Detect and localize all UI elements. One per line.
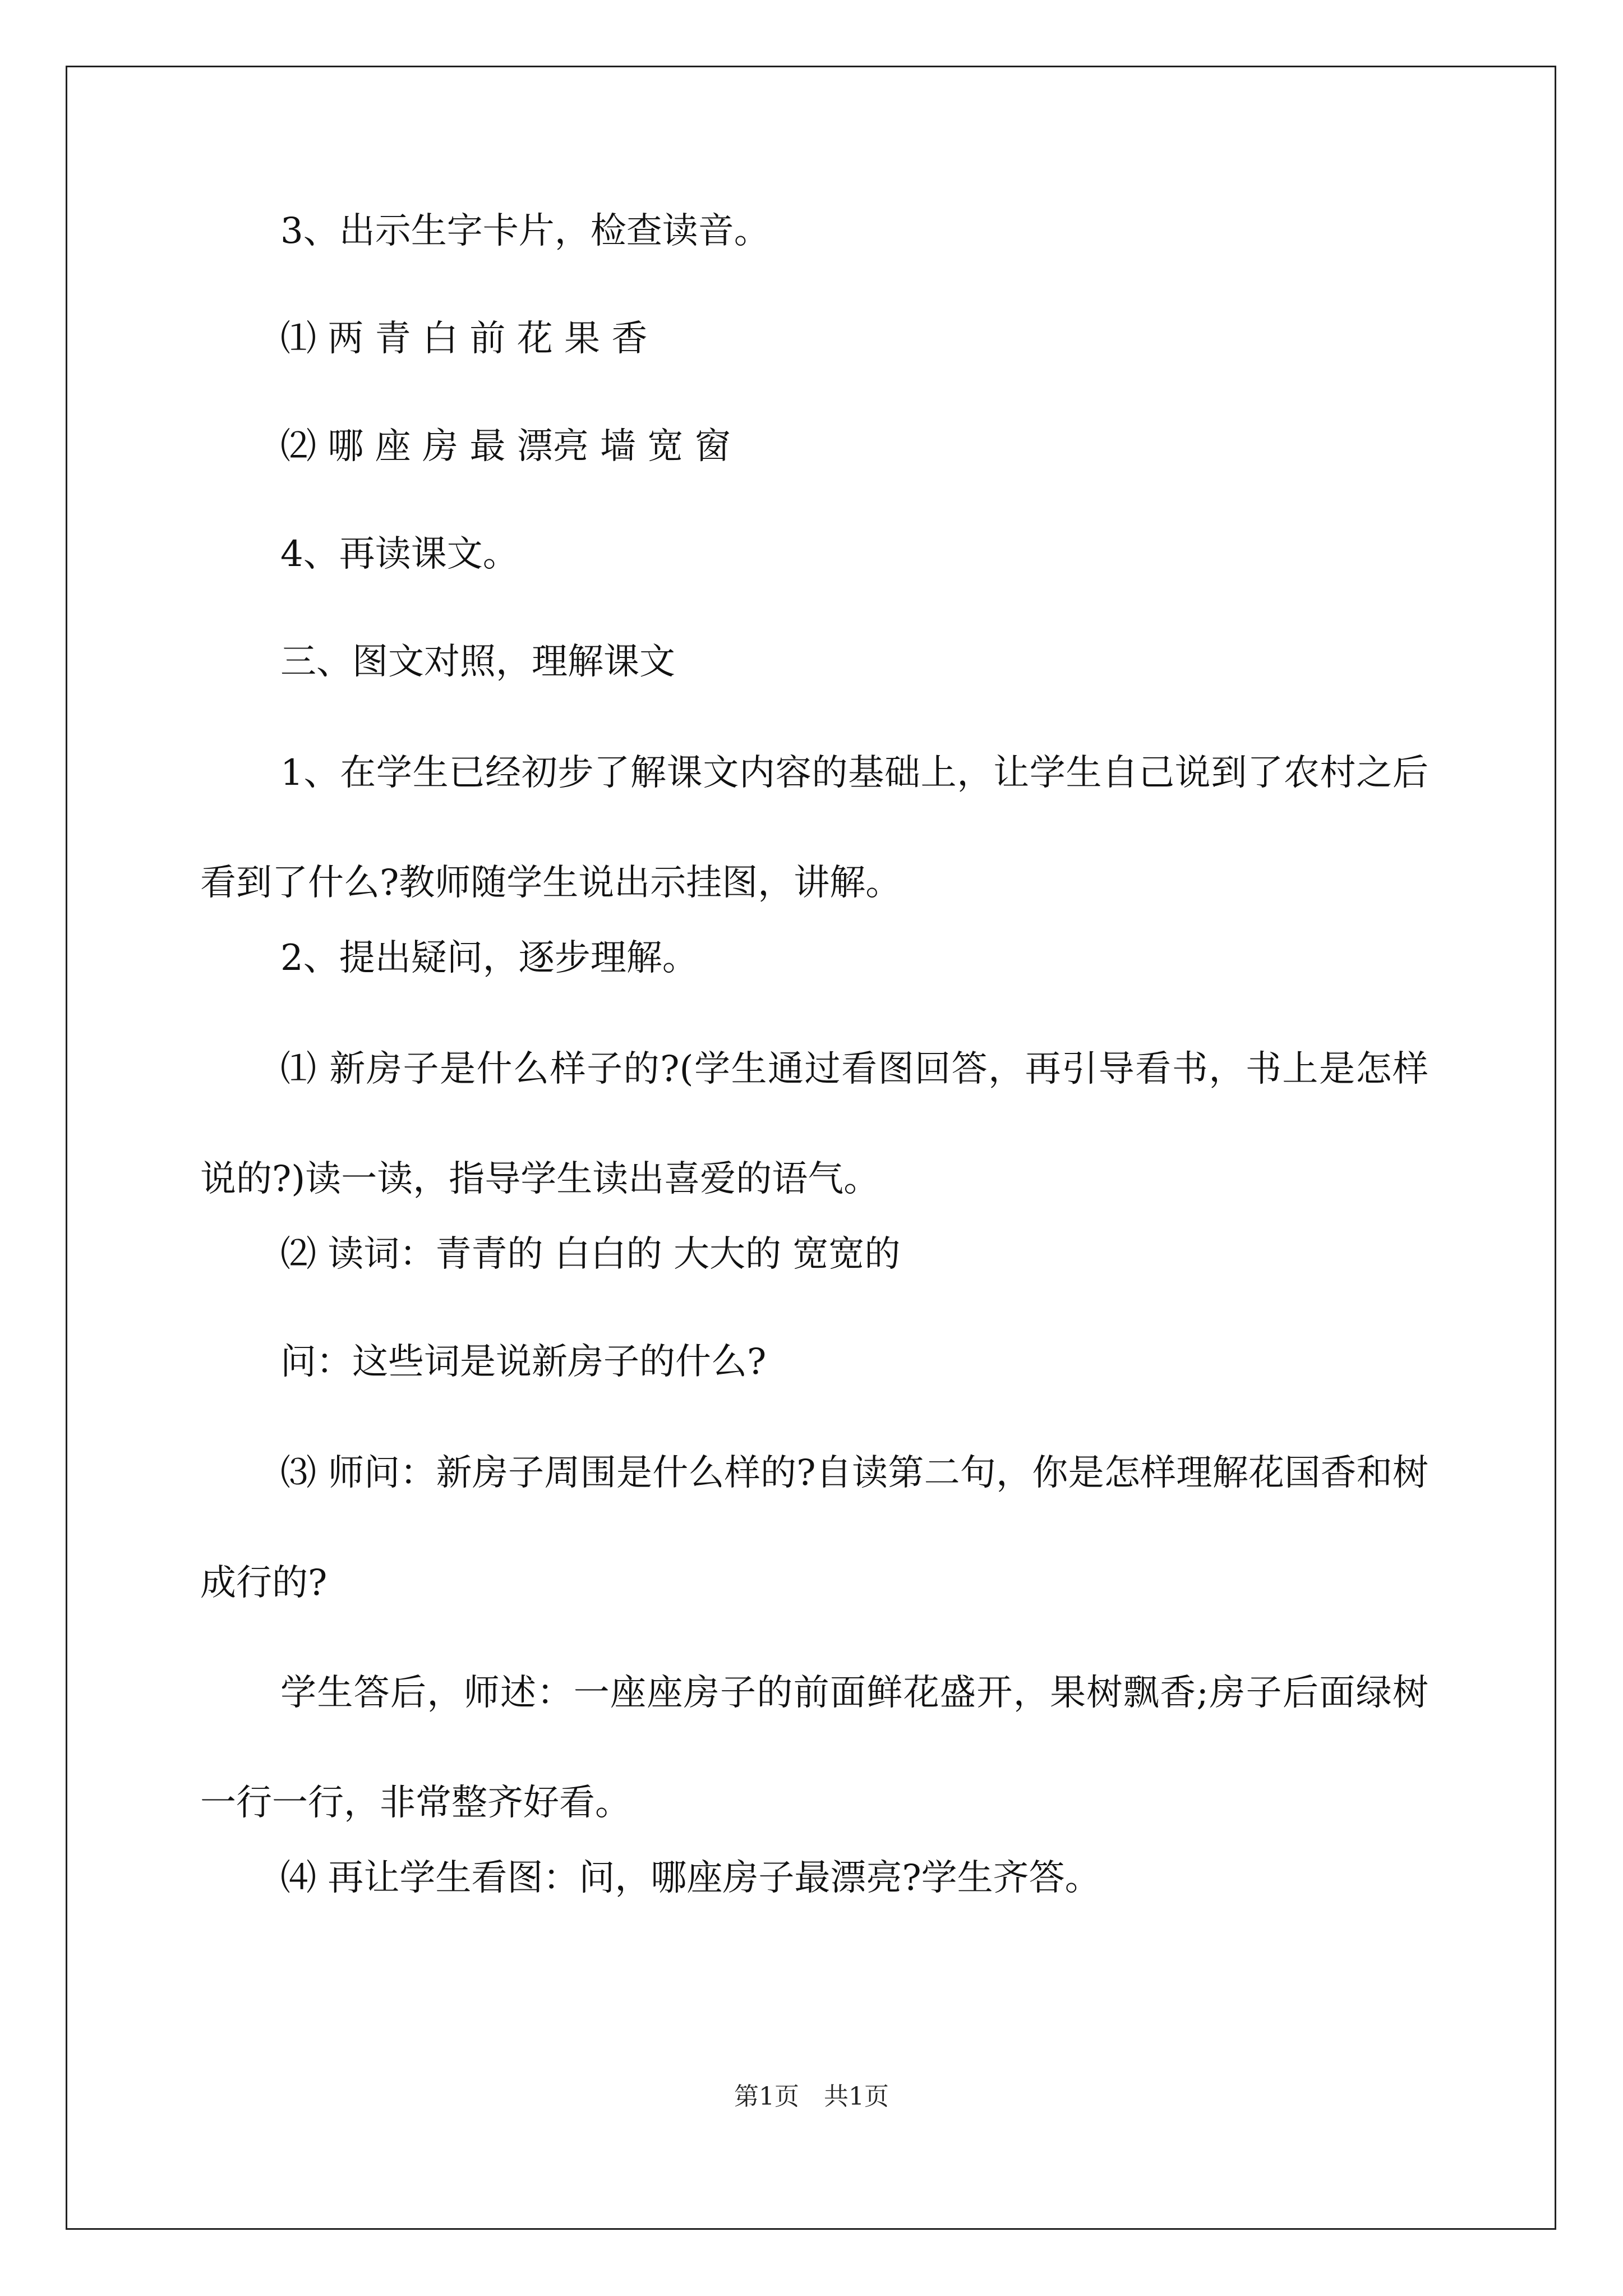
paragraph: ⑵ 哪 座 房 最 漂亮 墙 宽 窗: [280, 426, 731, 467]
document-body: [200, 210, 1428, 1899]
paragraph: ⑷ 再让学生看图：问，哪座房子最漂亮?学生齐答。: [280, 1857, 1101, 1899]
paragraph: 学生答后，师述：一座座房子的前面鲜花盛开，果树飘香;房子后面绿树一行一行，非常整齐好看。: [200, 1672, 1428, 1824]
paragraph: ⑴ 新房子是什么样子的?(学生通过看图回答，再引导看书，书上是怎样说的?)读一读，指导学生读出喜爱的语气。: [200, 1048, 1428, 1200]
paragraph: ⑵ 读词：青青的 白白的 大大的 宽宽的: [280, 1234, 901, 1275]
paragraph: ⑴ 两 青 白 前 花 果 香: [280, 318, 648, 360]
paragraph: 三、图文对照，理解课文: [280, 641, 675, 683]
paragraph: ⑶ 师问：新房子周围是什么样的?自读第二句，你是怎样理解花国香和树成行的?: [200, 1452, 1428, 1604]
paragraph: 2、提出疑问，逐步理解。: [280, 937, 698, 979]
paragraph: 问：这些词是说新房子的什么?: [280, 1341, 767, 1383]
paragraph: 3、出示生字卡片，检查读音。: [280, 210, 770, 252]
paragraph: 1、在学生已经初步了解课文内容的基础上，让学生自己说到了农村之后看到了什么?教师随学生说出示挂图，讲解。: [200, 752, 1428, 904]
paragraph: 4、再读课文。: [280, 533, 519, 575]
page-number-footer: 第1页 共1页: [734, 2082, 889, 2111]
